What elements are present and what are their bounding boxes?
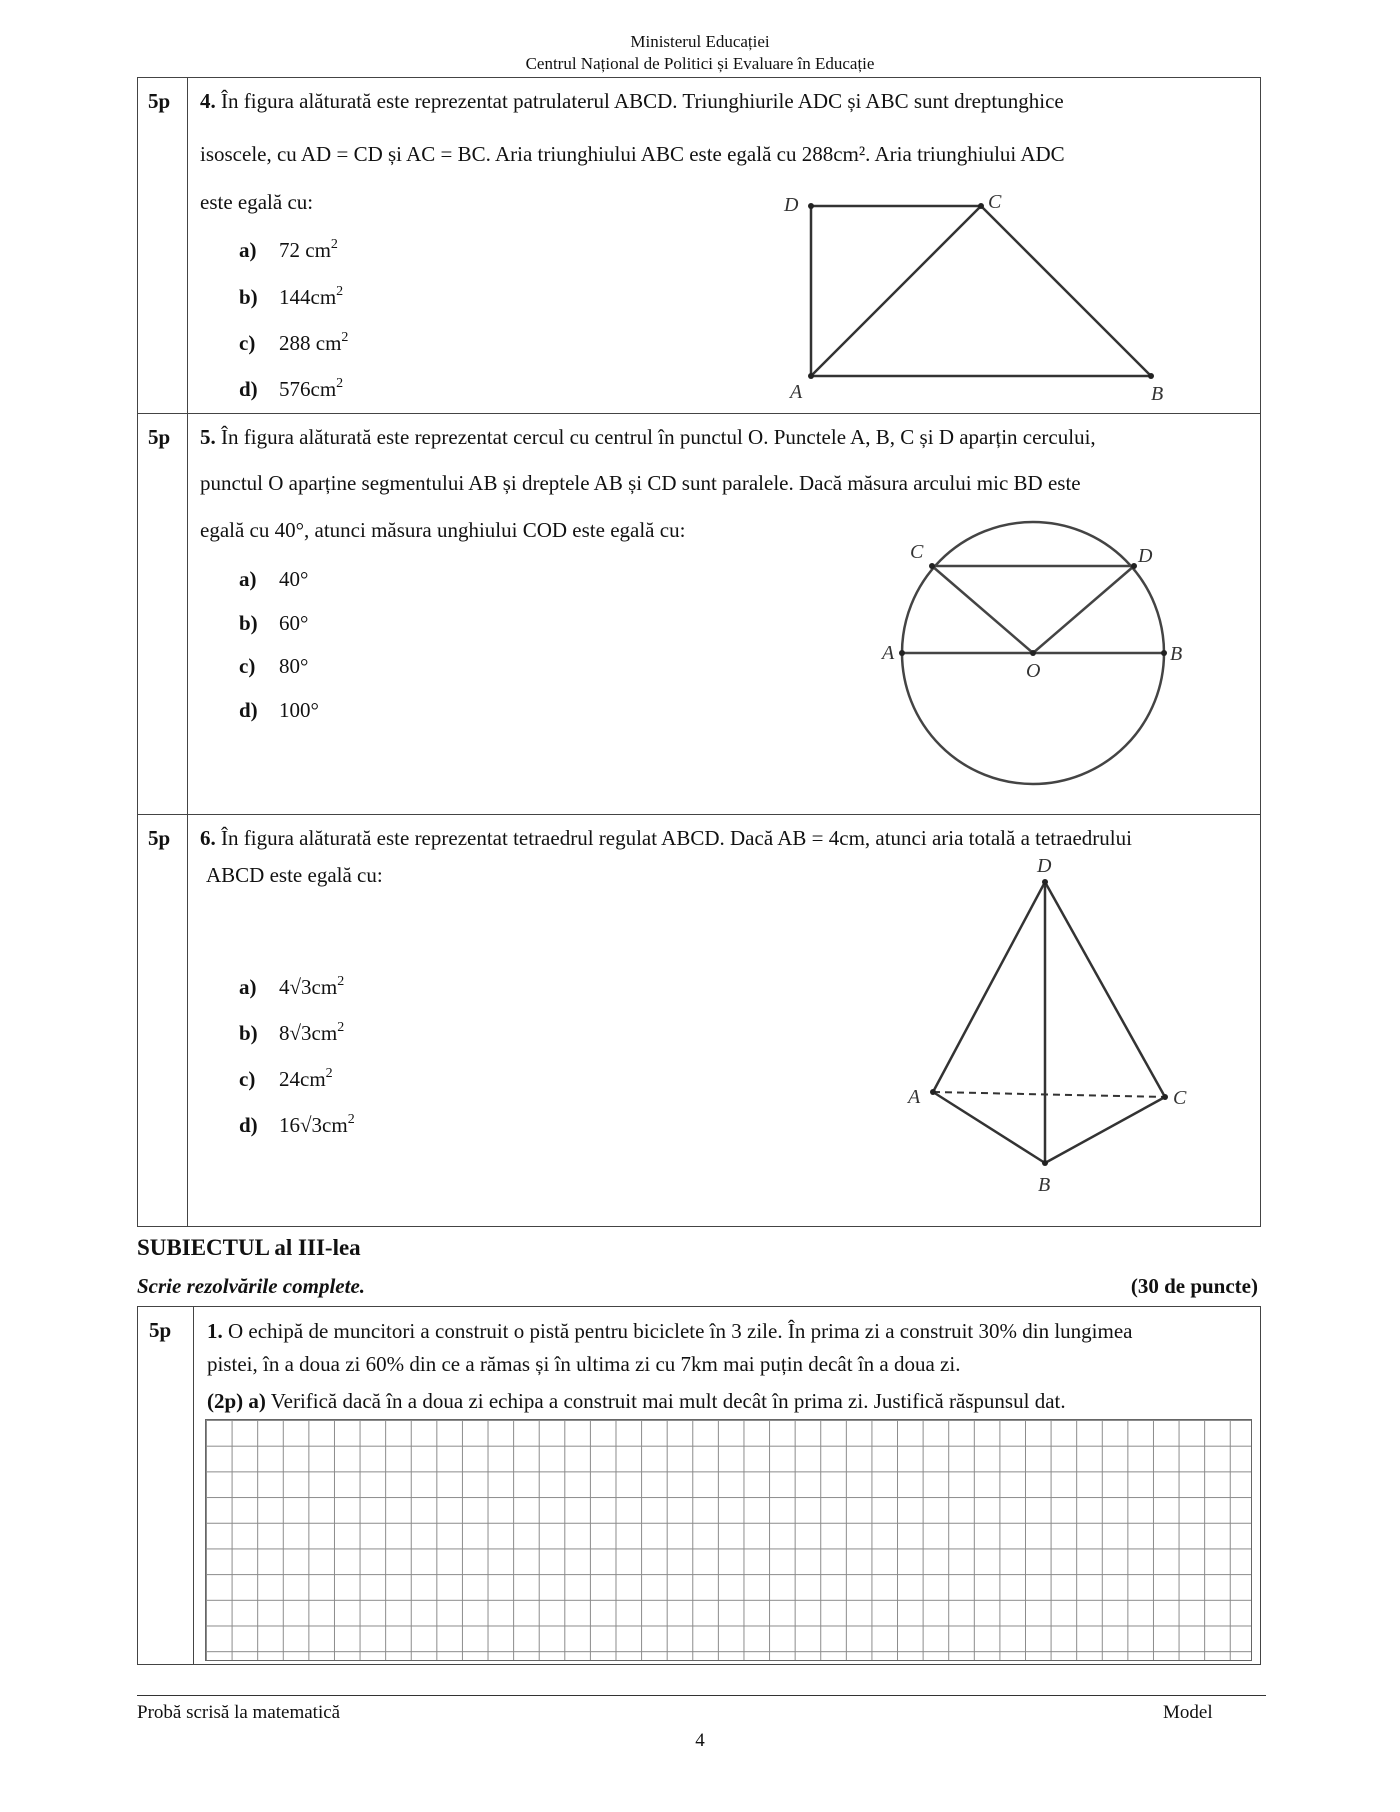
q6-line2: ABCD este egală cu:	[206, 863, 383, 887]
q6-option-c: c) $24cm^2$	[239, 1066, 333, 1091]
q4-line2: isoscele, cu AD = CD și AC = BC. Aria triunghiului ABC este egală cu 288cm². Aria triunghiului ADC	[200, 142, 1065, 166]
q6-label-b: B	[1038, 1174, 1051, 1196]
q5-line1	[200, 425, 1096, 449]
p1-part-a	[207, 1389, 1066, 1413]
q4-line3: este egală cu:	[200, 190, 314, 214]
row-divider	[137, 814, 1261, 815]
q5-option-b: b) 60°	[239, 611, 309, 635]
p1-line1-text: O echipă de muncitori a construit o pistă pentru biciclete în 3 zile. În prima zi a construit 30% din lungimea	[228, 1319, 1133, 1343]
q5-number: 5.	[200, 425, 216, 449]
footer-exam-title: Probă scrisă la matematică	[137, 1702, 341, 1723]
p1-part-a-points: (2p) a)	[207, 1389, 266, 1413]
p1-part-a-text: Verifică dacă în a doua zi echipa a construit mai mult decât în prima zi. Justifică răspunsul dat.	[270, 1389, 1066, 1413]
q6-label-d: D	[1037, 855, 1052, 877]
q4-label-b: B	[1151, 383, 1164, 405]
section-title: SUBIECTUL al III-lea	[137, 1235, 361, 1260]
p1-line2: pistei, în a doua zi 60% din ce a rămas și în ultima zi cu 7km mai puțin decât în a doua zi.	[207, 1352, 961, 1376]
q4-option-d: d) $576cm^2$	[239, 376, 344, 401]
footer-model: Model	[1163, 1702, 1213, 1723]
q6-label-c: C	[1173, 1087, 1187, 1109]
footer-rule	[137, 1695, 1266, 1696]
q4-quadrilateral-figure	[760, 185, 1180, 410]
q6-points: 5p	[148, 826, 171, 850]
q5-option-c: c) 80°	[239, 654, 309, 678]
q4-line1-text: În figura alăturată este reprezentat patrulaterul ABCD. Triunghiurile ADC și ABC sunt dreptunghice	[221, 89, 1064, 113]
page-number: 4	[695, 1730, 705, 1751]
q4-option-a: a) 72 $cm^2$	[239, 237, 338, 262]
p1-number: 1.	[207, 1319, 223, 1343]
ministry-name: Ministerul Educației	[630, 32, 770, 51]
points-column-divider	[187, 77, 188, 1227]
q6-option-d: d) $16√3cm^2$	[239, 1112, 355, 1137]
q6-option-b: b) $8√3cm^2$	[239, 1020, 345, 1045]
answer-grid[interactable]	[205, 1419, 1252, 1661]
q5-line3: egală cu 40°, atunci măsura unghiului COD este egală cu:	[200, 518, 686, 542]
section-total-points: (30 de puncte)	[1130, 1274, 1258, 1298]
p1-points: 5p	[149, 1318, 172, 1342]
q6-label-a: A	[908, 1086, 921, 1108]
q5-circle-figure	[870, 510, 1190, 800]
q5-label-d: D	[1138, 545, 1153, 567]
q4-number: 4.	[200, 89, 216, 113]
q6-tetrahedron-figure	[880, 850, 1210, 1200]
center-name: Centrul Național de Politici și Evaluare în Educație	[525, 54, 875, 73]
q5-line1-text: În figura alăturată este reprezentat cercul cu centrul în punctul O. Punctele A, B, C și D aparțin cercului,	[221, 425, 1096, 449]
q6-option-a: a) $4√3cm^2$	[239, 974, 345, 999]
q4-label-d: D	[784, 194, 799, 216]
q6-number: 6.	[200, 826, 216, 850]
q5-option-d: d) 100°	[239, 698, 319, 722]
q4-label-c: C	[988, 191, 1002, 213]
q5-points: 5p	[148, 425, 171, 449]
q5-line2: punctul O aparține segmentului AB și dreptele AB și CD sunt paralele. Dacă măsura arcului mic BD este	[200, 471, 1081, 495]
q5-label-c: C	[910, 541, 924, 563]
row-divider	[137, 413, 1261, 414]
q5-option-a: a) 40°	[239, 567, 309, 591]
section-instruction: Scrie rezolvările complete.	[137, 1274, 366, 1298]
q4-option-c: c) 288 $cm^2$	[239, 330, 349, 355]
q5-label-a: A	[882, 642, 895, 664]
q5-label-b: B	[1170, 643, 1183, 665]
q4-line1	[200, 89, 1064, 113]
q4-points: 5p	[148, 89, 171, 113]
points-column-divider	[193, 1306, 194, 1665]
q4-label-a: A	[790, 381, 803, 403]
p1-line1	[207, 1319, 1133, 1343]
q6-line1-text: În figura alăturată este reprezentat tetraedrul regulat ABCD. Dacă AB = 4cm, atunci aria totală a tetraedrului	[221, 826, 1132, 850]
q5-label-o: O	[1026, 660, 1041, 682]
q6-line1	[200, 826, 1132, 850]
q4-option-b: b) $144cm^2$	[239, 284, 344, 309]
